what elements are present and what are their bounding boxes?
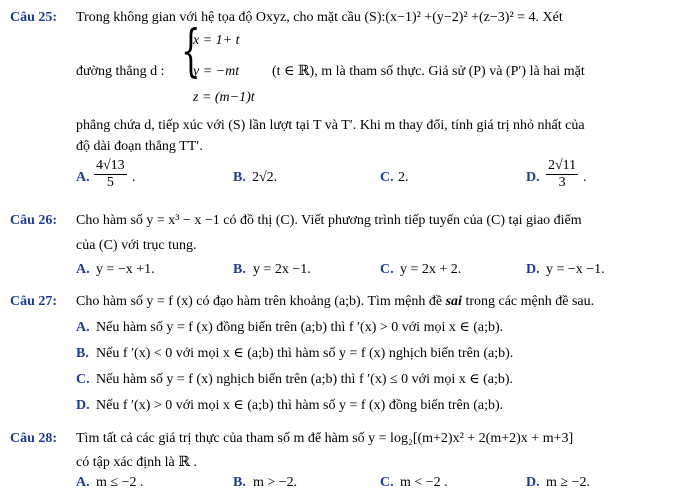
q27-option-c-text[interactable]: Nếu hàm số y = f (x) nghịch biến trên (a;b) thì f ′(x) ≤ 0 với mọi x ∈ (a;b). [96,372,514,387]
question-28-line-1: Tìm tất cả các giá trị thực của tham số m để hàm số y = log₂[(m+2)x² + 2(m+2)x + m+3] [76,431,574,446]
question-27-keyword-sai: sai [445,294,462,309]
q26-option-d-text[interactable]: y = −x −1. [546,262,605,277]
q27-option-a-text[interactable]: Nếu hàm số y = f (x) đồng biến trên (a;b) thì f ′(x) > 0 với mọi x ∈ (a;b). [96,320,504,335]
q25-option-a-denominator: 5 [106,175,114,190]
q28-option-a-text[interactable]: m ≤ −2 . [96,475,144,490]
question-28-label: Câu 28: [10,431,58,446]
q28-option-b-label[interactable]: B. [233,475,246,490]
q26-option-c-text[interactable]: y = 2x + 2. [400,262,462,277]
q28-option-a-label[interactable]: A. [76,475,90,490]
q25-option-d-denominator: 3 [558,175,566,190]
question-27-line-1c: trong các mệnh đề sau. [465,294,595,309]
q25-option-d-label[interactable]: D. [526,170,540,185]
question-26-label: Câu 26: [10,213,58,228]
question-25-line-2a: đường thẳng d : [76,64,165,79]
q25-option-d-tail: . [583,170,587,185]
q25-option-c-label[interactable]: C. [380,170,394,185]
q27-option-b-label[interactable]: B. [76,346,89,361]
q27-option-a-label[interactable]: A. [76,320,90,335]
q26-option-a-label[interactable]: A. [76,262,90,277]
q25-option-c-text[interactable]: 2. [398,170,409,185]
q26-option-a-text[interactable]: y = −x +1. [96,262,155,277]
q28-option-b-text[interactable]: m > −2. [253,475,298,490]
q25-option-a-label[interactable]: A. [76,170,90,185]
system-brace: { [181,19,201,84]
q26-option-d-label[interactable]: D. [526,262,540,277]
question-25-label: Câu 25: [10,10,58,25]
q28-option-d-text[interactable]: m ≥ −2. [546,475,590,490]
q28-option-d-label[interactable]: D. [526,475,540,490]
q25-option-a-fraction[interactable] [94,158,127,191]
q25-option-d-fraction[interactable] [546,158,578,191]
question-25-line-3: phẳng chứa d, tiếp xúc với (S) lần lượt tại T và T′. Khi m thay đổi, tính giá trị nhỏ nhất của [76,118,585,133]
q25-option-a-tail: . [132,170,136,185]
question-26-line-1: Cho hàm số y = x³ − x −1 có đồ thị (C). Viết phương trình tiếp tuyến của (C) tại giao điểm [76,213,582,228]
q26-option-c-label[interactable]: C. [380,262,394,277]
question-25-line-1: Trong không gian với hệ tọa độ Oxyz, cho mặt cầu (S):(x−1)² +(y−2)² +(z−3)² = 4. Xét [76,10,563,25]
question-26-line-2: của (C) với trục tung. [76,238,197,253]
question-27-label: Câu 27: [10,294,58,309]
q27-option-c-label[interactable]: C. [76,372,90,387]
question-28-line-2: có tập xác định là ℝ . [76,455,197,470]
system-eq-1: x = 1+ t [193,33,240,48]
question-25-line-2b: (t ∈ ℝ), m là tham số thực. Giả sử (P) và (P′) là hai mặt [272,64,585,79]
q26-option-b-label[interactable]: B. [233,262,246,277]
q28-option-c-label[interactable]: C. [380,475,394,490]
question-27-line-1a: Cho hàm số y = f (x) có đạo hàm trên khoảng (a;b). Tìm mệnh đề [76,294,443,309]
q27-option-d-label[interactable]: D. [76,398,90,413]
q25-option-b-label[interactable]: B. [233,170,246,185]
q27-option-d-text[interactable]: Nếu f ′(x) > 0 với mọi x ∈ (a;b) thì hàm số y = f (x) đồng biến trên (a;b). [96,398,504,413]
question-27-line-1 [76,294,594,310]
q27-option-b-text[interactable]: Nếu f ′(x) < 0 với mọi x ∈ (a;b) thì hàm số y = f (x) nghịch biến trên (a;b). [96,346,514,361]
q26-option-b-text[interactable]: y = 2x −1. [253,262,311,277]
q25-option-a-numerator: 4√13 [96,158,125,173]
q25-option-b-text[interactable]: 2√2. [252,170,278,185]
question-25-line-4: độ dài đoạn thẳng TT′. [76,139,203,154]
system-eq-2: y = −mt [193,64,240,79]
q28-option-c-text[interactable]: m < −2 . [400,475,448,490]
q25-option-d-numerator: 2√11 [548,158,577,173]
system-eq-3: z = (m−1)t [193,90,255,105]
